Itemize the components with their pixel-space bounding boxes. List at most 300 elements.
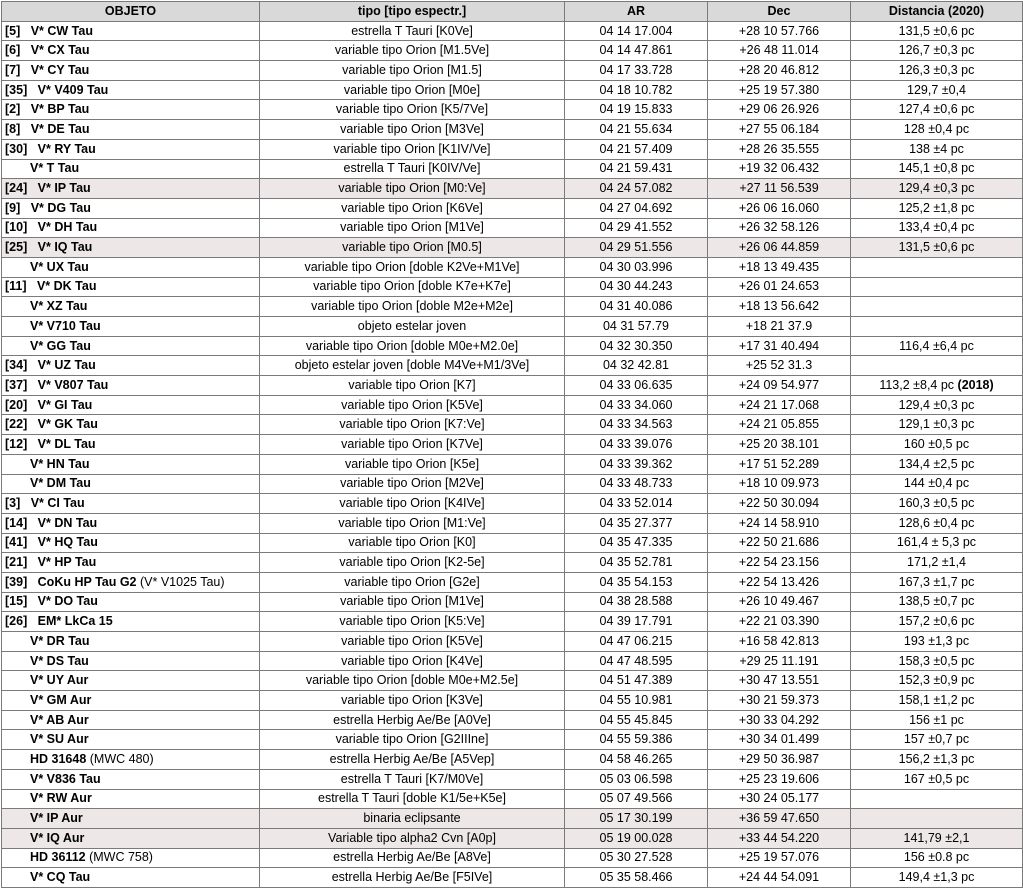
object-cell bbox=[2, 691, 260, 711]
object-name: V* DS Tau bbox=[30, 653, 89, 668]
distance-cell bbox=[851, 789, 1023, 809]
dec-cell: +22 54 23.156 bbox=[708, 553, 851, 573]
table-body bbox=[2, 21, 1023, 887]
type-cell: variable tipo Orion [K4Ve] bbox=[260, 651, 565, 671]
table-row bbox=[2, 553, 1023, 573]
object-ref: [22] bbox=[5, 417, 38, 432]
object-cell bbox=[2, 257, 260, 277]
object-cell bbox=[2, 356, 260, 376]
ra-cell: 04 18 10.782 bbox=[565, 80, 708, 100]
distance-cell bbox=[851, 868, 1023, 888]
distance-value: 131,5 ±0,6 pc bbox=[898, 23, 975, 38]
object-name: V* GG Tau bbox=[30, 338, 91, 353]
distance-cell bbox=[851, 61, 1023, 81]
object-name: EM* LkCa 15 bbox=[37, 614, 113, 629]
object-cell bbox=[2, 494, 260, 514]
ra-cell: 04 35 54.153 bbox=[565, 572, 708, 592]
distance-value: 129,4 ±0,3 pc bbox=[898, 181, 975, 196]
object-cell bbox=[2, 553, 260, 573]
object-cell bbox=[2, 612, 260, 632]
dec-cell: +29 50 36.987 bbox=[708, 750, 851, 770]
object-ref: [2] bbox=[5, 102, 31, 117]
distance-cell bbox=[851, 553, 1023, 573]
ra-cell: 04 51 47.389 bbox=[565, 671, 708, 691]
object-cell bbox=[2, 238, 260, 258]
object-cell bbox=[2, 395, 260, 415]
ra-cell: 04 31 57.79 bbox=[565, 317, 708, 337]
dec-cell: +22 21 03.390 bbox=[708, 612, 851, 632]
distance-cell bbox=[851, 395, 1023, 415]
type-cell: variable tipo Orion [M3Ve] bbox=[260, 120, 565, 140]
object-cell bbox=[2, 513, 260, 533]
object-name: V* XZ Tau bbox=[30, 299, 88, 314]
ra-cell: 04 47 48.595 bbox=[565, 651, 708, 671]
object-name: V* DN Tau bbox=[37, 515, 98, 530]
header-objeto: OBJETO bbox=[2, 2, 260, 22]
table-row bbox=[2, 415, 1023, 435]
dec-cell: +26 06 16.060 bbox=[708, 198, 851, 218]
object-name: V* SU Aur bbox=[30, 732, 89, 747]
distance-value: 129,1 ±0,3 pc bbox=[898, 417, 975, 432]
object-cell bbox=[2, 750, 260, 770]
table-row bbox=[2, 710, 1023, 730]
distance-value: 138 ±4 pc bbox=[909, 141, 964, 156]
distance-value: 193 ±1,3 pc bbox=[903, 633, 970, 648]
dec-cell: +28 26 35.555 bbox=[708, 139, 851, 159]
table-row bbox=[2, 651, 1023, 671]
dec-cell: +30 24 05.177 bbox=[708, 789, 851, 809]
object-cell bbox=[2, 120, 260, 140]
dec-cell: +18 10 09.973 bbox=[708, 474, 851, 494]
distance-cell bbox=[851, 533, 1023, 553]
table-row bbox=[2, 769, 1023, 789]
ra-cell: 04 32 42.81 bbox=[565, 356, 708, 376]
object-name: V* CW Tau bbox=[30, 23, 93, 38]
dec-cell: +24 21 05.855 bbox=[708, 415, 851, 435]
distance-cell bbox=[851, 198, 1023, 218]
object-cell bbox=[2, 297, 260, 317]
object-ref: [14] bbox=[5, 515, 38, 530]
object-name: V* GI Tau bbox=[37, 397, 93, 412]
ra-cell: 05 17 30.199 bbox=[565, 809, 708, 829]
table-row bbox=[2, 513, 1023, 533]
distance-cell bbox=[851, 454, 1023, 474]
object-ref: [30] bbox=[5, 141, 38, 156]
object-ref: [34] bbox=[5, 358, 38, 373]
ra-cell: 04 33 39.362 bbox=[565, 454, 708, 474]
type-cell: objeto estelar joven bbox=[260, 317, 565, 337]
object-cell bbox=[2, 651, 260, 671]
type-cell: variable tipo Orion [K6Ve] bbox=[260, 198, 565, 218]
table-row bbox=[2, 218, 1023, 238]
object-name: V* DO Tau bbox=[37, 594, 98, 609]
dec-cell: +30 21 59.373 bbox=[708, 691, 851, 711]
type-cell: variable tipo Orion [K5/7Ve] bbox=[260, 100, 565, 120]
object-name: V* V710 Tau bbox=[30, 318, 101, 333]
object-ref: [21] bbox=[5, 555, 38, 570]
object-ref: [10] bbox=[5, 220, 38, 235]
dec-cell: +17 31 40.494 bbox=[708, 336, 851, 356]
distance-value: 156 ±0.8 pc bbox=[903, 850, 970, 865]
type-cell: Variable tipo alpha2 Cvn [A0p] bbox=[260, 828, 565, 848]
object-cell bbox=[2, 710, 260, 730]
object-name: V* DG Tau bbox=[30, 200, 91, 215]
type-cell: variable tipo Orion [G2e] bbox=[260, 572, 565, 592]
object-name: V* DM Tau bbox=[30, 476, 91, 491]
type-cell: variable tipo Orion [M1.5Ve] bbox=[260, 41, 565, 61]
ra-cell: 04 35 27.377 bbox=[565, 513, 708, 533]
object-ref: [3] bbox=[5, 496, 31, 511]
dec-cell: +26 10 49.467 bbox=[708, 592, 851, 612]
dec-cell: +27 55 06.184 bbox=[708, 120, 851, 140]
object-cell bbox=[2, 100, 260, 120]
distance-cell bbox=[851, 41, 1023, 61]
dec-cell: +27 11 56.539 bbox=[708, 179, 851, 199]
distance-value: 156,2 ±1,3 pc bbox=[898, 751, 975, 766]
object-ref: [41] bbox=[5, 535, 38, 550]
object-ref: [24] bbox=[5, 181, 38, 196]
dec-cell: +19 32 06.432 bbox=[708, 159, 851, 179]
distance-cell bbox=[851, 572, 1023, 592]
ra-cell: 04 30 03.996 bbox=[565, 257, 708, 277]
distance-cell bbox=[851, 651, 1023, 671]
distance-cell bbox=[851, 730, 1023, 750]
object-ref: [9] bbox=[5, 200, 31, 215]
type-cell: variable tipo Orion [K5Ve] bbox=[260, 632, 565, 652]
object-name: V* DL Tau bbox=[37, 436, 96, 451]
object-cell bbox=[2, 198, 260, 218]
table-row bbox=[2, 21, 1023, 41]
table-row bbox=[2, 632, 1023, 652]
distance-cell bbox=[851, 474, 1023, 494]
type-cell: variable tipo Orion [M0.5] bbox=[260, 238, 565, 258]
dec-cell: +18 13 56.642 bbox=[708, 297, 851, 317]
distance-cell bbox=[851, 691, 1023, 711]
table-row bbox=[2, 317, 1023, 337]
distance-cell bbox=[851, 435, 1023, 455]
object-cell bbox=[2, 317, 260, 337]
distance-value: 171,2 ±1,4 bbox=[907, 555, 966, 570]
distance-cell bbox=[851, 710, 1023, 730]
object-name: V* V807 Tau bbox=[37, 377, 109, 392]
distance-value: 157,2 ±0,6 pc bbox=[898, 614, 975, 629]
ra-cell: 04 27 04.692 bbox=[565, 198, 708, 218]
table-row bbox=[2, 809, 1023, 829]
distance-cell bbox=[851, 139, 1023, 159]
object-name: HD 36112 bbox=[30, 850, 86, 865]
object-name: V* UX Tau bbox=[30, 259, 89, 274]
dec-cell: +36 59 47.650 bbox=[708, 809, 851, 829]
header-distancia: Distancia (2020) bbox=[851, 2, 1023, 22]
type-cell: variable tipo Orion [K3Ve] bbox=[260, 691, 565, 711]
object-cell bbox=[2, 730, 260, 750]
object-name: V* DR Tau bbox=[30, 633, 90, 648]
type-cell: variable tipo Orion [K5e] bbox=[260, 454, 565, 474]
dec-cell: +17 51 52.289 bbox=[708, 454, 851, 474]
distance-cell bbox=[851, 277, 1023, 297]
table-row bbox=[2, 100, 1023, 120]
star-catalog-table bbox=[1, 1, 1023, 888]
object-name: V* T Tau bbox=[30, 161, 80, 176]
table-row bbox=[2, 848, 1023, 868]
object-name: V* CI Tau bbox=[30, 496, 85, 511]
object-ref: [26] bbox=[5, 614, 38, 629]
object-name: V* HN Tau bbox=[30, 456, 90, 471]
ra-cell: 04 55 59.386 bbox=[565, 730, 708, 750]
object-name: V* V409 Tau bbox=[37, 82, 109, 97]
object-name: CoKu HP Tau G2 bbox=[37, 574, 137, 589]
table-row bbox=[2, 257, 1023, 277]
ra-cell: 04 14 17.004 bbox=[565, 21, 708, 41]
type-cell: objeto estelar joven [doble M4Ve+M1/3Ve] bbox=[260, 356, 565, 376]
object-cell bbox=[2, 592, 260, 612]
object-cell bbox=[2, 21, 260, 41]
distance-cell bbox=[851, 769, 1023, 789]
distance-value: 167,3 ±1,7 pc bbox=[898, 574, 975, 589]
object-cell bbox=[2, 769, 260, 789]
distance-value: 138,5 ±0,7 pc bbox=[898, 594, 975, 609]
ra-cell: 04 35 52.781 bbox=[565, 553, 708, 573]
table-row bbox=[2, 120, 1023, 140]
table-row bbox=[2, 691, 1023, 711]
type-cell: estrella T Tauri [doble K1/5e+K5e] bbox=[260, 789, 565, 809]
distance-cell bbox=[851, 356, 1023, 376]
distance-value: 127,4 ±0,6 pc bbox=[898, 102, 975, 117]
type-cell: variable tipo Orion [K0] bbox=[260, 533, 565, 553]
object-cell bbox=[2, 415, 260, 435]
object-cell bbox=[2, 61, 260, 81]
distance-value: 158,3 ±0,5 pc bbox=[898, 653, 975, 668]
table-row bbox=[2, 238, 1023, 258]
distance-year-note: (2018) bbox=[954, 377, 994, 392]
ra-cell: 04 29 41.552 bbox=[565, 218, 708, 238]
ra-cell: 04 55 10.981 bbox=[565, 691, 708, 711]
object-cell bbox=[2, 41, 260, 61]
distance-value: 158,1 ±1,2 pc bbox=[898, 692, 975, 707]
table-row bbox=[2, 474, 1023, 494]
type-cell: estrella Herbig Ae/Be [A8Ve] bbox=[260, 848, 565, 868]
type-cell: variable tipo Orion [K2-5e] bbox=[260, 553, 565, 573]
distance-cell bbox=[851, 120, 1023, 140]
ra-cell: 04 38 28.588 bbox=[565, 592, 708, 612]
distance-cell bbox=[851, 336, 1023, 356]
dec-cell: +24 21 17.068 bbox=[708, 395, 851, 415]
ra-cell: 04 33 34.563 bbox=[565, 415, 708, 435]
ra-cell: 05 19 00.028 bbox=[565, 828, 708, 848]
type-cell: variable tipo Orion [M1.5] bbox=[260, 61, 565, 81]
object-cell bbox=[2, 789, 260, 809]
object-cell bbox=[2, 671, 260, 691]
table-row bbox=[2, 336, 1023, 356]
object-name: V* RY Tau bbox=[37, 141, 96, 156]
ra-cell: 04 33 48.733 bbox=[565, 474, 708, 494]
object-ref: [25] bbox=[5, 240, 38, 255]
object-name: V* UY Aur bbox=[30, 673, 89, 688]
ra-cell: 04 58 46.265 bbox=[565, 750, 708, 770]
type-cell: variable tipo Orion [M1Ve] bbox=[260, 592, 565, 612]
dec-cell: +18 13 49.435 bbox=[708, 257, 851, 277]
type-cell: variable tipo Orion [doble M0e+M2.0e] bbox=[260, 336, 565, 356]
dec-cell: +26 48 11.014 bbox=[708, 41, 851, 61]
distance-cell bbox=[851, 671, 1023, 691]
dec-cell: +26 32 58.126 bbox=[708, 218, 851, 238]
ra-cell: 04 30 44.243 bbox=[565, 277, 708, 297]
distance-cell bbox=[851, 257, 1023, 277]
table-row bbox=[2, 159, 1023, 179]
dec-cell: +26 01 24.653 bbox=[708, 277, 851, 297]
distance-cell bbox=[851, 592, 1023, 612]
dec-cell: +24 44 54.091 bbox=[708, 868, 851, 888]
dec-cell: +25 20 38.101 bbox=[708, 435, 851, 455]
distance-value: 156 ±1 pc bbox=[909, 712, 964, 727]
table-row bbox=[2, 868, 1023, 888]
ra-cell: 04 32 30.350 bbox=[565, 336, 708, 356]
object-cell bbox=[2, 474, 260, 494]
distance-value: 133,4 ±0,4 pc bbox=[898, 220, 975, 235]
dec-cell: +22 50 21.686 bbox=[708, 533, 851, 553]
object-name: V* AB Aur bbox=[30, 712, 89, 727]
dec-cell: +24 09 54.977 bbox=[708, 376, 851, 396]
object-cell bbox=[2, 828, 260, 848]
dec-cell: +26 06 44.859 bbox=[708, 238, 851, 258]
distance-cell bbox=[851, 159, 1023, 179]
ra-cell: 04 39 17.791 bbox=[565, 612, 708, 632]
object-name: V* DK Tau bbox=[36, 279, 97, 294]
type-cell: variable tipo Orion [K5Ve] bbox=[260, 395, 565, 415]
dec-cell: +18 21 37.9 bbox=[708, 317, 851, 337]
distance-value: 125,2 ±1,8 pc bbox=[898, 200, 975, 215]
object-name: V* IQ Tau bbox=[37, 240, 93, 255]
object-name: V* RW Aur bbox=[30, 791, 92, 806]
table-row bbox=[2, 198, 1023, 218]
object-name: V* IP Aur bbox=[30, 811, 83, 826]
distance-cell bbox=[851, 612, 1023, 632]
type-cell: variable tipo Orion [doble M2e+M2e] bbox=[260, 297, 565, 317]
distance-cell bbox=[851, 848, 1023, 868]
distance-value: 134,4 ±2,5 pc bbox=[898, 456, 975, 471]
dec-cell: +29 25 11.191 bbox=[708, 651, 851, 671]
table-row bbox=[2, 592, 1023, 612]
distance-cell bbox=[851, 238, 1023, 258]
object-cell bbox=[2, 435, 260, 455]
header-ar: AR bbox=[565, 2, 708, 22]
dec-cell: +30 33 04.292 bbox=[708, 710, 851, 730]
object-name: V* DH Tau bbox=[37, 220, 98, 235]
dec-cell: +28 20 46.812 bbox=[708, 61, 851, 81]
ra-cell: 04 24 57.082 bbox=[565, 179, 708, 199]
object-name: V* HP Tau bbox=[37, 555, 97, 570]
type-cell: variable tipo Orion [M1Ve] bbox=[260, 218, 565, 238]
table-row bbox=[2, 277, 1023, 297]
type-cell: estrella T Tauri [K0Ve] bbox=[260, 21, 565, 41]
dec-cell: +16 58 42.813 bbox=[708, 632, 851, 652]
object-name: V* IP Tau bbox=[37, 181, 91, 196]
ra-cell: 05 35 58.466 bbox=[565, 868, 708, 888]
dec-cell: +29 06 26.926 bbox=[708, 100, 851, 120]
object-ref: [6] bbox=[5, 43, 31, 58]
object-ref: [12] bbox=[5, 436, 38, 451]
object-ref: [7] bbox=[5, 62, 31, 77]
header-tipo: tipo [tipo espectr.] bbox=[260, 2, 565, 22]
dec-cell: +28 10 57.766 bbox=[708, 21, 851, 41]
type-cell: variable tipo Orion [K1IV/Ve] bbox=[260, 139, 565, 159]
type-cell: variable tipo Orion [M2Ve] bbox=[260, 474, 565, 494]
ra-cell: 04 21 59.431 bbox=[565, 159, 708, 179]
ra-cell: 04 19 15.833 bbox=[565, 100, 708, 120]
object-name: V* GM Aur bbox=[30, 692, 92, 707]
distance-value: 126,7 ±0,3 pc bbox=[898, 43, 975, 58]
object-name: V* UZ Tau bbox=[37, 358, 96, 373]
distance-value: 129,4 ±0,3 pc bbox=[898, 397, 975, 412]
object-ref: [8] bbox=[5, 121, 31, 136]
table-row bbox=[2, 41, 1023, 61]
dec-cell: +25 23 19.606 bbox=[708, 769, 851, 789]
table-row bbox=[2, 356, 1023, 376]
object-ref: [5] bbox=[5, 23, 31, 38]
distance-cell bbox=[851, 21, 1023, 41]
table-row bbox=[2, 730, 1023, 750]
distance-cell bbox=[851, 809, 1023, 829]
distance-value: 160,3 ±0,5 pc bbox=[898, 496, 975, 511]
table-header bbox=[2, 2, 1023, 22]
distance-cell bbox=[851, 828, 1023, 848]
object-cell bbox=[2, 848, 260, 868]
type-cell: estrella T Tauri [K0IV/Ve] bbox=[260, 159, 565, 179]
object-cell bbox=[2, 809, 260, 829]
table-row bbox=[2, 297, 1023, 317]
table-row bbox=[2, 533, 1023, 553]
object-cell bbox=[2, 159, 260, 179]
object-name: V* V836 Tau bbox=[30, 771, 101, 786]
object-cell bbox=[2, 533, 260, 553]
type-cell: variable tipo Orion [doble K7e+K7e] bbox=[260, 277, 565, 297]
table-row bbox=[2, 376, 1023, 396]
ra-cell: 04 31 40.086 bbox=[565, 297, 708, 317]
table-row bbox=[2, 494, 1023, 514]
distance-value: 129,7 ±0,4 bbox=[907, 82, 966, 97]
distance-value: 145,1 ±0,8 pc bbox=[898, 161, 975, 176]
header-dec: Dec bbox=[708, 2, 851, 22]
ra-cell: 04 47 06.215 bbox=[565, 632, 708, 652]
object-cell bbox=[2, 139, 260, 159]
object-name: V* GK Tau bbox=[37, 417, 98, 432]
ra-cell: 04 35 47.335 bbox=[565, 533, 708, 553]
distance-value: 157 ±0,7 pc bbox=[903, 732, 970, 747]
object-name: V* DE Tau bbox=[30, 121, 90, 136]
type-cell: estrella Herbig Ae/Be [F5IVe] bbox=[260, 868, 565, 888]
distance-cell bbox=[851, 297, 1023, 317]
distance-cell bbox=[851, 376, 1023, 396]
object-cell bbox=[2, 179, 260, 199]
object-cell bbox=[2, 572, 260, 592]
dec-cell: +30 34 01.499 bbox=[708, 730, 851, 750]
distance-value: 131,5 ±0,6 pc bbox=[898, 240, 975, 255]
distance-cell bbox=[851, 80, 1023, 100]
object-alias: (MWC 480) bbox=[86, 751, 154, 766]
object-cell bbox=[2, 336, 260, 356]
distance-cell bbox=[851, 494, 1023, 514]
dec-cell: +22 54 13.426 bbox=[708, 572, 851, 592]
ra-cell: 05 03 06.598 bbox=[565, 769, 708, 789]
type-cell: estrella T Tauri [K7/M0Ve] bbox=[260, 769, 565, 789]
distance-value: 144 ±0,4 pc bbox=[903, 476, 970, 491]
type-cell: variable tipo Orion [K7:Ve] bbox=[260, 415, 565, 435]
ra-cell: 04 33 34.060 bbox=[565, 395, 708, 415]
type-cell: variable tipo Orion [M1:Ve] bbox=[260, 513, 565, 533]
type-cell: variable tipo Orion [G2IIIne] bbox=[260, 730, 565, 750]
table-row bbox=[2, 61, 1023, 81]
type-cell: variable tipo Orion [M0e] bbox=[260, 80, 565, 100]
